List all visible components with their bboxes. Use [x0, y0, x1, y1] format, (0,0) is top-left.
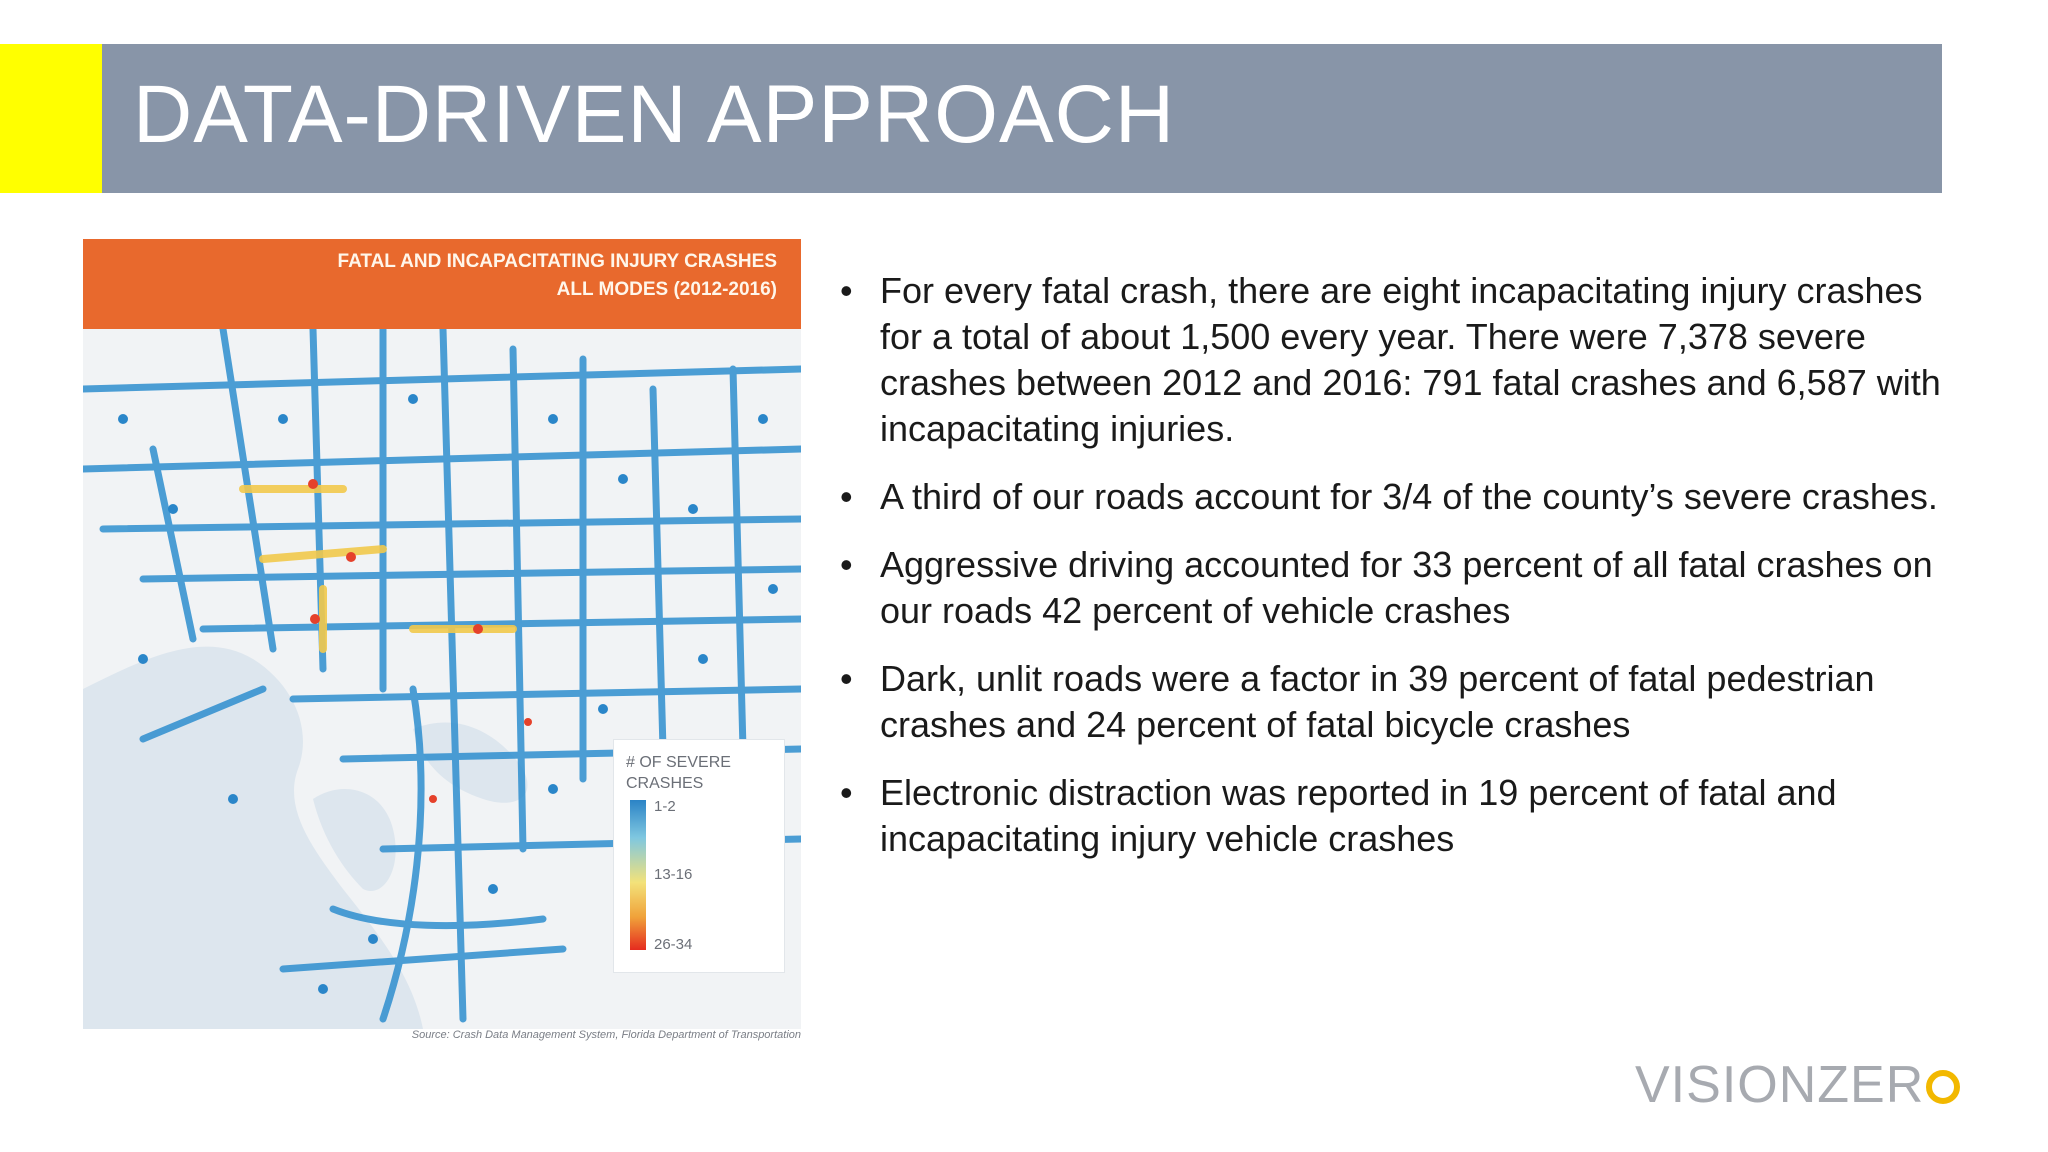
legend-label-mid: 13-16: [654, 866, 693, 883]
map-title-line1: FATAL AND INCAPACITATING INJURY CRASHES: [337, 251, 777, 272]
title-accent-bar: [0, 44, 102, 193]
legend-color-scale: [630, 800, 646, 950]
bullet-text: Electronic distraction was reported in 19 percent of fatal and incapacitating injury vehicle crashes: [880, 772, 1837, 859]
map-title-line2: ALL MODES (2012-2016): [556, 279, 777, 300]
bullet-dot-icon: •: [840, 270, 853, 311]
slide-title: DATA-DRIVEN APPROACH: [133, 69, 1176, 160]
logo-text: VISIONZER: [1635, 1056, 1925, 1114]
map-source-note: Source: Crash Data Management System, Florida Department of Transportation: [411, 1029, 801, 1041]
bullet-dot-icon: •: [840, 476, 853, 517]
bullet-item: [840, 542, 1970, 634]
bullet-text: For every fatal crash, there are eight incapacitating injury crashes for a total of about 1,500 every year. There were 7,378 severe crashes between 2012 and 2016: 791 fatal crashes and 6,587 with incapacitating injuries.: [880, 270, 1941, 449]
bullet-dot-icon: •: [840, 658, 853, 699]
bullet-dot-icon: •: [840, 544, 853, 585]
bullet-text: A third of our roads account for 3/4 of the county’s severe crashes.: [880, 476, 1938, 517]
map-header: [83, 239, 801, 329]
bullet-item: [840, 474, 1970, 520]
crash-map-figure: [83, 239, 801, 1041]
legend-label-high: 26-34: [654, 936, 693, 953]
bullet-text: Aggressive driving accounted for 33 percent of all fatal crashes on our roads 42 percent of vehicle crashes: [880, 544, 1933, 631]
legend-title: # OF SEVERE CRASHES: [626, 754, 731, 792]
visionzero-logo: [1635, 1055, 1960, 1115]
map-legend: [613, 739, 785, 973]
bullet-text: Dark, unlit roads were a factor in 39 percent of fatal pedestrian crashes and 24 percent of fatal bicycle crashes: [880, 658, 1875, 745]
bullet-list: [840, 268, 1970, 884]
bullet-dot-icon: •: [840, 772, 853, 813]
bullet-item: [840, 656, 1970, 748]
bullet-item: [840, 770, 1970, 862]
legend-label-low: 1-2: [654, 798, 676, 815]
logo-o-ring-icon: [1926, 1070, 1960, 1104]
bullet-item: [840, 268, 1970, 452]
